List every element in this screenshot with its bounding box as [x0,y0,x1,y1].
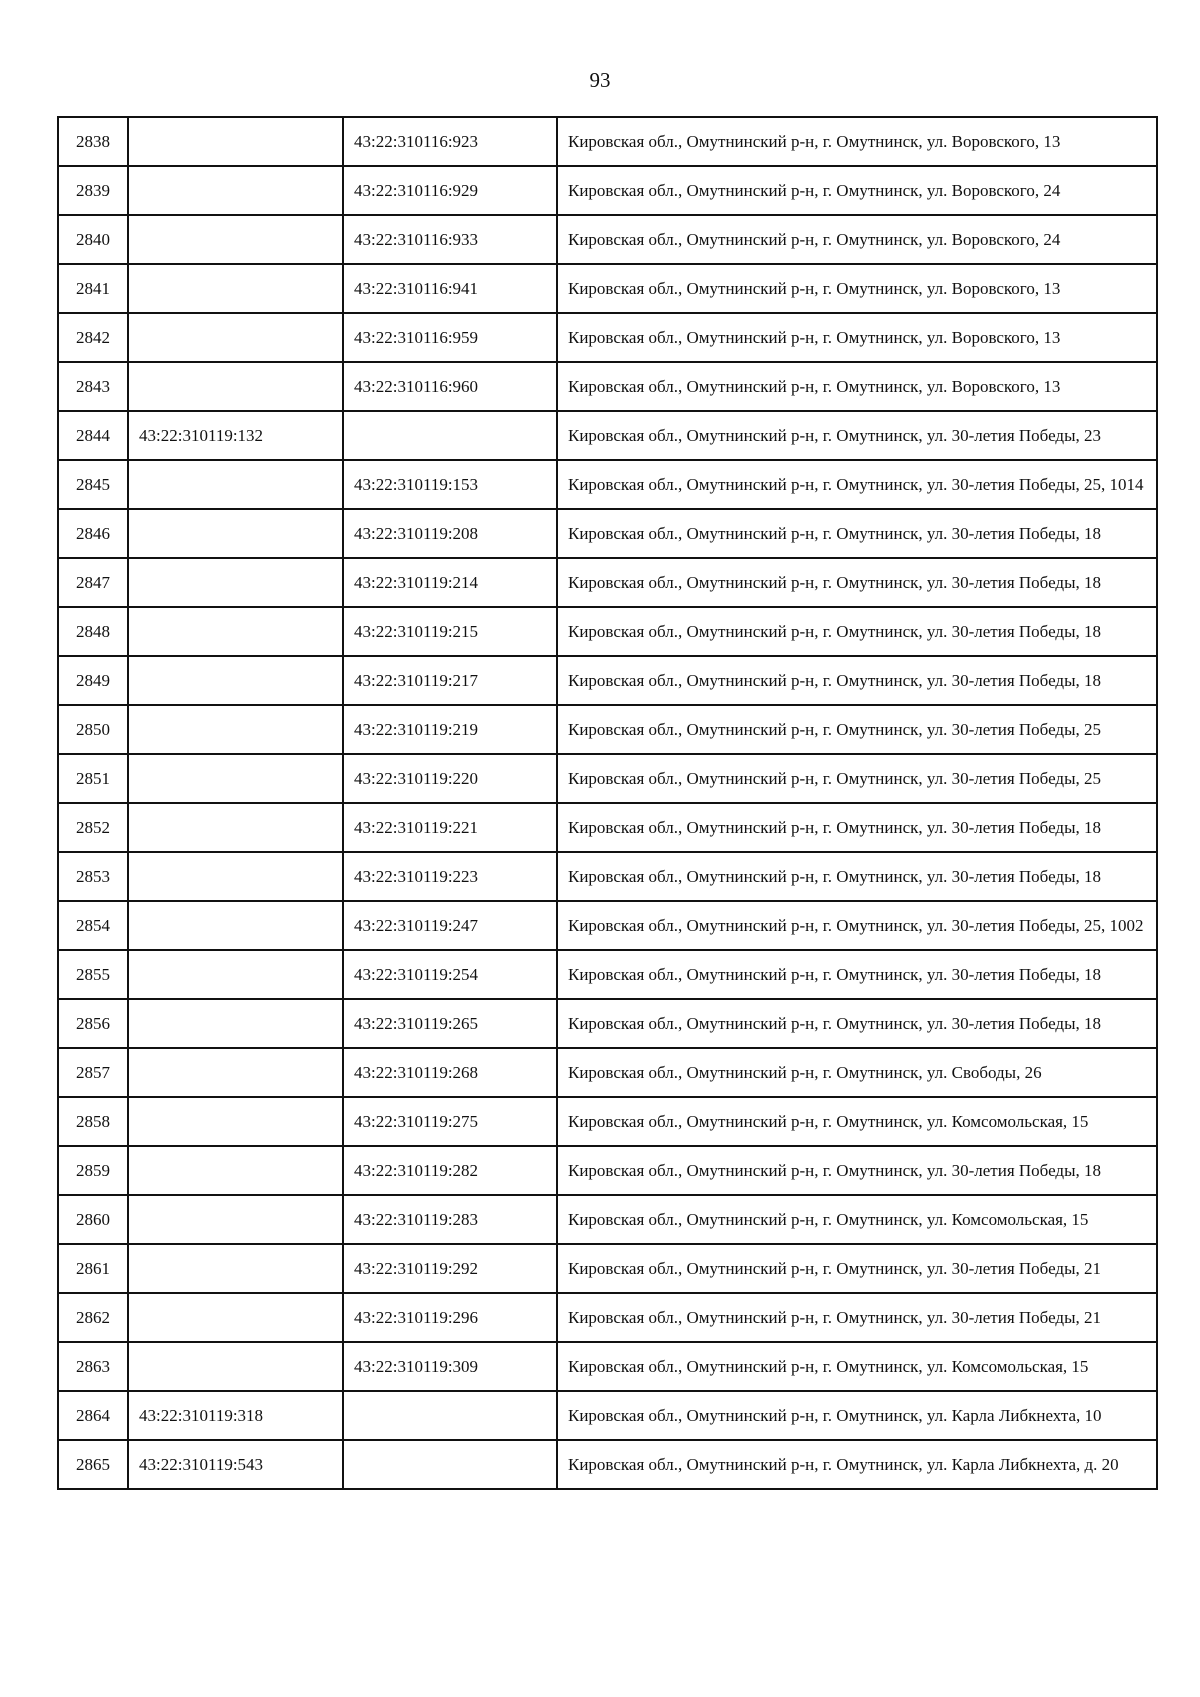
cadastral-number-cell: 43:22:310119:318 [128,1391,343,1440]
cadastral-number-cell [128,460,343,509]
row-number-cell: 2840 [58,215,128,264]
cadastral-number-cell: 43:22:310119:296 [343,1293,557,1342]
cadastral-number-cell: 43:22:310116:960 [343,362,557,411]
cadastral-number-cell [128,803,343,852]
address-cell: Кировская обл., Омутнинский р-н, г. Омутнинск, ул. Воровского, 13 [557,362,1157,411]
address-cell: Кировская обл., Омутнинский р-н, г. Омутнинск, ул. 30-летия Победы, 25, 1014 [557,460,1157,509]
table-row [58,558,1157,607]
table-row [58,1146,1157,1195]
address-cell: Кировская обл., Омутнинский р-н, г. Омутнинск, ул. 30-летия Победы, 18 [557,509,1157,558]
row-number-cell: 2863 [58,1342,128,1391]
table-row [58,803,1157,852]
cadastral-number-cell [128,1195,343,1244]
address-cell: Кировская обл., Омутнинский р-н, г. Омутнинск, ул. 30-летия Победы, 25, 1002 [557,901,1157,950]
cadastral-number-cell [128,313,343,362]
table-row [58,1391,1157,1440]
row-number-cell: 2850 [58,705,128,754]
address-cell: Кировская обл., Омутнинский р-н, г. Омутнинск, ул. 30-летия Победы, 23 [557,411,1157,460]
row-number-cell: 2862 [58,1293,128,1342]
table-row [58,901,1157,950]
table-row [58,1440,1157,1489]
cadastral-number-cell [128,264,343,313]
cadastral-number-cell: 43:22:310119:215 [343,607,557,656]
address-cell: Кировская обл., Омутнинский р-н, г. Омутнинск, ул. 30-летия Победы, 25 [557,705,1157,754]
cadastral-number-cell [128,1244,343,1293]
address-cell: Кировская обл., Омутнинский р-н, г. Омутнинск, ул. 30-летия Победы, 18 [557,558,1157,607]
address-cell: Кировская обл., Омутнинский р-н, г. Омутнинск, ул. Воровского, 13 [557,313,1157,362]
cadastral-number-cell [128,1293,343,1342]
cadastral-number-cell: 43:22:310116:929 [343,166,557,215]
row-number-cell: 2864 [58,1391,128,1440]
cadastral-number-cell: 43:22:310119:543 [128,1440,343,1489]
address-cell: Кировская обл., Омутнинский р-н, г. Омутнинск, ул. Воровского, 13 [557,117,1157,166]
cadastral-number-cell [128,999,343,1048]
cadastral-number-cell [343,411,557,460]
row-number-cell: 2860 [58,1195,128,1244]
address-cell: Кировская обл., Омутнинский р-н, г. Омутнинск, ул. 30-летия Победы, 18 [557,999,1157,1048]
cadastral-number-cell [343,1391,557,1440]
registry-table-body [58,117,1157,1489]
cadastral-number-cell [128,166,343,215]
cadastral-number-cell [343,1440,557,1489]
address-cell: Кировская обл., Омутнинский р-н, г. Омутнинск, ул. 30-летия Победы, 18 [557,656,1157,705]
address-cell: Кировская обл., Омутнинский р-н, г. Омутнинск, ул. Воровского, 24 [557,166,1157,215]
table-row [58,166,1157,215]
cadastral-number-cell [128,117,343,166]
table-row [58,1097,1157,1146]
address-cell: Кировская обл., Омутнинский р-н, г. Омутнинск, ул. 30-летия Победы, 18 [557,607,1157,656]
table-row [58,117,1157,166]
page-number: 93 [589,68,611,92]
row-number-cell: 2858 [58,1097,128,1146]
address-cell: Кировская обл., Омутнинский р-н, г. Омутнинск, ул. Свободы, 26 [557,1048,1157,1097]
row-number-cell: 2849 [58,656,128,705]
row-number-cell: 2856 [58,999,128,1048]
cadastral-number-cell: 43:22:310119:275 [343,1097,557,1146]
cadastral-number-cell [128,705,343,754]
cadastral-number-cell: 43:22:310119:265 [343,999,557,1048]
address-cell: Кировская обл., Омутнинский р-н, г. Омутнинск, ул. 30-летия Победы, 25 [557,754,1157,803]
table-row [58,999,1157,1048]
table-row [58,1342,1157,1391]
cadastral-number-cell: 43:22:310119:247 [343,901,557,950]
cadastral-number-cell: 43:22:310116:933 [343,215,557,264]
cadastral-number-cell [128,362,343,411]
cadastral-number-cell [128,950,343,999]
cadastral-number-cell [128,754,343,803]
table-row [58,215,1157,264]
row-number-cell: 2857 [58,1048,128,1097]
cadastral-number-cell: 43:22:310119:292 [343,1244,557,1293]
row-number-cell: 2852 [58,803,128,852]
cadastral-number-cell: 43:22:310119:220 [343,754,557,803]
table-row [58,313,1157,362]
row-number-cell: 2846 [58,509,128,558]
table-row [58,1195,1157,1244]
row-number-cell: 2839 [58,166,128,215]
table-row [58,705,1157,754]
row-number-cell: 2859 [58,1146,128,1195]
row-number-cell: 2861 [58,1244,128,1293]
table-row [58,1048,1157,1097]
table-row [58,509,1157,558]
table-row [58,460,1157,509]
cadastral-number-cell [128,509,343,558]
table-row [58,1244,1157,1293]
cadastral-number-cell [128,1342,343,1391]
address-cell: Кировская обл., Омутнинский р-н, г. Омутнинск, ул. Комсомольская, 15 [557,1342,1157,1391]
address-cell: Кировская обл., Омутнинский р-н, г. Омутнинск, ул. 30-летия Победы, 18 [557,950,1157,999]
cadastral-number-cell [128,215,343,264]
row-number-cell: 2848 [58,607,128,656]
table-row [58,754,1157,803]
cadastral-number-cell: 43:22:310119:132 [128,411,343,460]
cadastral-number-cell: 43:22:310119:214 [343,558,557,607]
address-cell: Кировская обл., Омутнинский р-н, г. Омутнинск, ул. Комсомольская, 15 [557,1097,1157,1146]
cadastral-number-cell: 43:22:310116:959 [343,313,557,362]
address-cell: Кировская обл., Омутнинский р-н, г. Омутнинск, ул. 30-летия Победы, 18 [557,1146,1157,1195]
row-number-cell: 2842 [58,313,128,362]
row-number-cell: 2843 [58,362,128,411]
cadastral-number-cell [128,1146,343,1195]
cadastral-number-cell: 43:22:310119:282 [343,1146,557,1195]
cadastral-number-cell: 43:22:310119:153 [343,460,557,509]
cadastral-number-cell [128,607,343,656]
cadastral-number-cell: 43:22:310119:254 [343,950,557,999]
row-number-cell: 2838 [58,117,128,166]
address-cell: Кировская обл., Омутнинский р-н, г. Омутнинск, ул. Карла Либкнехта, д. 20 [557,1440,1157,1489]
row-number-cell: 2841 [58,264,128,313]
row-number-cell: 2844 [58,411,128,460]
address-cell: Кировская обл., Омутнинский р-н, г. Омутнинск, ул. Комсомольская, 15 [557,1195,1157,1244]
cadastral-number-cell: 43:22:310119:221 [343,803,557,852]
cadastral-number-cell: 43:22:310119:208 [343,509,557,558]
cadastral-number-cell [128,901,343,950]
registry-table [57,116,1158,1490]
address-cell: Кировская обл., Омутнинский р-н, г. Омутнинск, ул. 30-летия Победы, 21 [557,1244,1157,1293]
address-cell: Кировская обл., Омутнинский р-н, г. Омутнинск, ул. 30-летия Победы, 18 [557,852,1157,901]
cadastral-number-cell [128,1097,343,1146]
cadastral-number-cell: 43:22:310119:217 [343,656,557,705]
cadastral-number-cell: 43:22:310116:941 [343,264,557,313]
table-row [58,362,1157,411]
address-cell: Кировская обл., Омутнинский р-н, г. Омутнинск, ул. Карла Либкнехта, 10 [557,1391,1157,1440]
table-row [58,656,1157,705]
cadastral-number-cell [128,1048,343,1097]
table-row [58,1293,1157,1342]
row-number-cell: 2865 [58,1440,128,1489]
table-row [58,852,1157,901]
address-cell: Кировская обл., Омутнинский р-н, г. Омутнинск, ул. 30-летия Победы, 21 [557,1293,1157,1342]
row-number-cell: 2851 [58,754,128,803]
table-row [58,950,1157,999]
cadastral-number-cell: 43:22:310119:309 [343,1342,557,1391]
cadastral-number-cell [128,656,343,705]
table-row [58,264,1157,313]
row-number-cell: 2845 [58,460,128,509]
table-row [58,607,1157,656]
cadastral-number-cell: 43:22:310119:223 [343,852,557,901]
address-cell: Кировская обл., Омутнинский р-н, г. Омутнинск, ул. Воровского, 24 [557,215,1157,264]
cadastral-number-cell: 43:22:310116:923 [343,117,557,166]
cadastral-number-cell: 43:22:310119:219 [343,705,557,754]
cadastral-number-cell [128,852,343,901]
row-number-cell: 2853 [58,852,128,901]
address-cell: Кировская обл., Омутнинский р-н, г. Омутнинск, ул. Воровского, 13 [557,264,1157,313]
table-row [58,411,1157,460]
cadastral-number-cell: 43:22:310119:268 [343,1048,557,1097]
cadastral-number-cell: 43:22:310119:283 [343,1195,557,1244]
row-number-cell: 2855 [58,950,128,999]
address-cell: Кировская обл., Омутнинский р-н, г. Омутнинск, ул. 30-летия Победы, 18 [557,803,1157,852]
row-number-cell: 2847 [58,558,128,607]
cadastral-number-cell [128,558,343,607]
row-number-cell: 2854 [58,901,128,950]
